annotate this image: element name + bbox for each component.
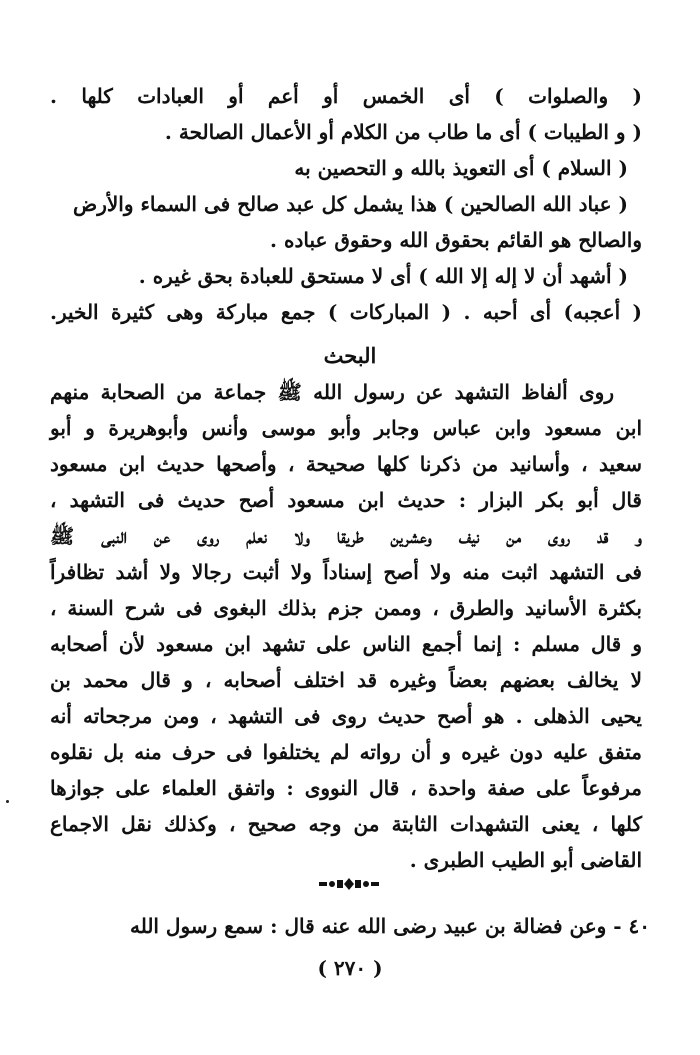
body-line-7: بكثرة الأسانيد والطرق ، وممن جزم بذلك البغوى فى شرح السنة ، — [50, 596, 642, 620]
glossary-line-5: والصالح هو القائم بحقوق الله وحقوق عباده . — [270, 228, 642, 252]
page-number: ( ٢٧٠ ) — [317, 956, 383, 980]
body-line-8: و قال مسلم : إنما أجمع الناس على تشهد ابن مسعود لأن أصحابه — [50, 632, 642, 656]
body-line-6: فى التشهد اثبت منه ولا أصح إسناداً ولا أثبت رجالا ولا أشد تظافراً — [50, 560, 642, 584]
body-line-11: متفق عليه دون غيره و أن رواته لم يختلفوا فى حرف منه بل نقلوه — [50, 740, 642, 764]
body-line-13: كلها ، يعنى التشهدات الثابتة من وجه صحيح ، وكذلك نقل الاجماع — [50, 812, 642, 836]
body-line-14: القاضى أبو الطيب الطبرى . — [409, 848, 642, 872]
body-line-4: قال أبو بكر البزار : حديث ابن مسعود أصح حديث فى التشهد ، — [50, 488, 642, 512]
body-line-12: مرفوعاً على صفة واحدة ، قال النووى : واتفق العلماء على جوازها — [50, 776, 642, 800]
body-line-9: لا يخالف بعضهم بعضاً وغيره قد اختلف أصحابه ، و قال محمد بن — [50, 668, 642, 692]
body-line-3: سعيد ، وأسانيد من ذكرنا كلها صحيحة ، وأصحها حديث ابن مسعود — [50, 452, 642, 476]
glossary-line-1: ( والصلوات ) أى الخمس أو أعم أو العبادات كلها . — [50, 84, 642, 108]
research-section — [50, 374, 642, 878]
ornament-divider-icon — [318, 877, 380, 891]
body-line-1: روى ألفاظ التشهد عن رسول الله ﷺ جماعة من الصحابة منهم — [50, 380, 614, 404]
glossary-line-4: ( عباد الله الصالحين ) هذا يشمل كل عبد صالح فى السماء والأرض — [73, 192, 628, 216]
next-hadith-line: ٤٠ - وعن فضالة بن عبيد رضى الله عنه قال : سمع رسول الله — [129, 914, 650, 938]
glossary-line-7: ( أعجبه) أى أحبه . ( المباركات ) جمع مباركة وهى كثيرة الخير. — [50, 300, 642, 324]
glossary-line-6: ( أشهد أن لا إله إلا الله ) أى لا مستحق للعبادة بحق غيره . — [138, 264, 628, 288]
body-line-2: ابن مسعود وابن عباس وجابر وأبو موسى وأنس وأبوهريرة و أبو — [50, 416, 642, 440]
margin-mark — [6, 800, 9, 803]
glossary-section — [50, 78, 642, 330]
glossary-line-3: ( السلام ) أى التعويذ بالله و التحصين به — [294, 156, 628, 180]
glossary-line-2: ( و الطيبات ) أى ما طاب من الكلام أو الأعمال الصالحة . — [164, 120, 642, 144]
body-line-10: يحيى الذهلى . هو أصح حديث روى فى التشهد ، ومن مرجحاته أنه — [50, 704, 642, 728]
body-line-5: و قد روى من نيف وعشرين طريقا ولا نعلم روى عن النبى ﷺ — [50, 524, 642, 548]
section-heading: البحث — [323, 343, 377, 368]
